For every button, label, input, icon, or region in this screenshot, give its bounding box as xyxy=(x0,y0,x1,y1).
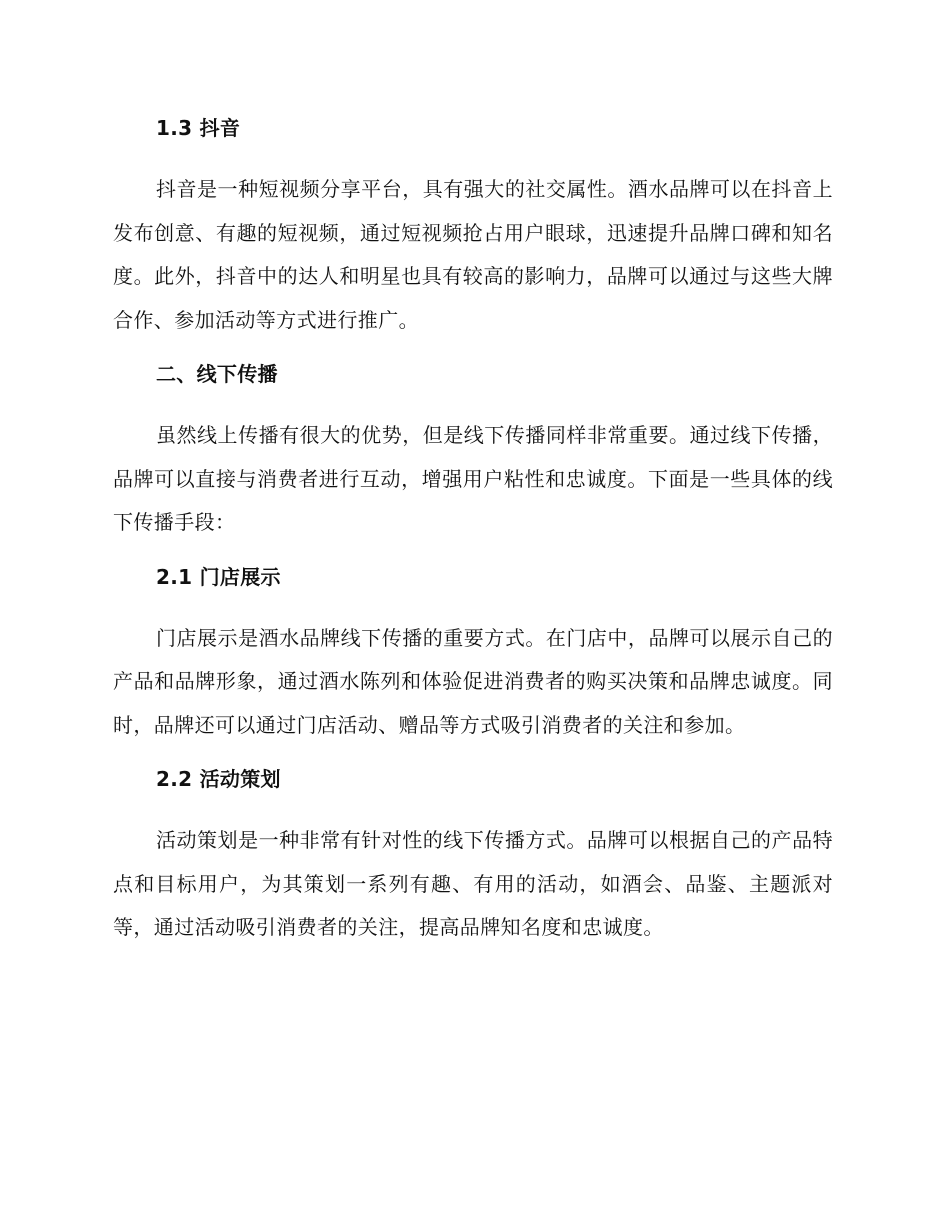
section-heading-event-planning: 2.2 活动策划 xyxy=(156,767,281,791)
section-paragraph-offline: 虽然线上传播有很大的优势，但是线下传播同样非常重要。通过线下传播，品牌可以直接与消费者进行互动，增强用户粘性和忠诚度。下面是一些具体的线下传播手段： xyxy=(113,423,833,534)
section-heading-offline: 二、线下传播 xyxy=(156,362,278,386)
section-paragraph-event-planning: 活动策划是一种非常有针对性的线下传播方式。品牌可以根据自己的产品特点和目标用户，为其策划一系列有趣、有用的活动，如酒会、品鉴、主题派对等，通过活动吸引消费者的关注，提高品牌知名度和忠诚度。 xyxy=(113,828,833,939)
document-body xyxy=(113,110,833,950)
section-heading-douyin: 1.3 抖音 xyxy=(156,116,241,140)
section-paragraph-store-display: 门店展示是酒水品牌线下传播的重要方式。在门店中，品牌可以展示自己的产品和品牌形象，通过酒水陈列和体验促进消费者的购买决策和品牌忠诚度。同时，品牌还可以通过门店活动、赠品等方式吸引消费者的关注和参加。 xyxy=(113,625,833,737)
section-paragraph-douyin: 抖音是一种短视频分享平台，具有强大的社交属性。酒水品牌可以在抖音上发布创意、有趣的短视频，通过短视频抢占用户眼球，迅速提升品牌口碑和知名度。此外，抖音中的达人和明星也具有较高的影响力，品牌可以通过与这些大牌合作、参加活动等方式进行推广。 xyxy=(113,177,833,332)
section-heading-store-display: 2.1 门店展示 xyxy=(156,564,281,589)
